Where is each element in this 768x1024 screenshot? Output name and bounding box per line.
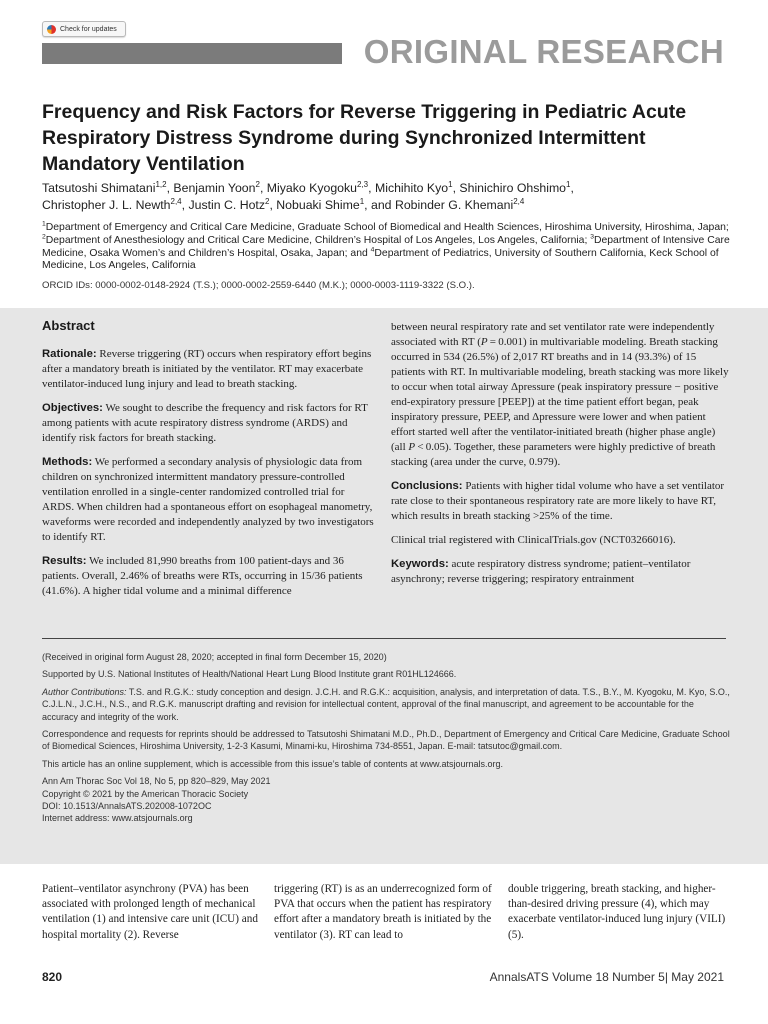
- divider: [42, 638, 726, 639]
- article-title: Frequency and Risk Factors for Reverse Triggering in Pediatric Acute Respiratory Distress Syndrome during Synchronized Intermittent Mandatory Ventilation: [42, 101, 687, 175]
- author-contributions: [42, 686, 732, 723]
- body-column-2: triggering (RT) is as an underrecognized form of PVA that occurs when the patient has respiratory effort after a mandatory breath is initiated by the ventilator (3). RT can lead to: [274, 883, 492, 941]
- author-list: [42, 180, 742, 214]
- results-label: Results:: [42, 555, 87, 567]
- objectives-text: We sought to describe the frequency and risk factors for RT among patients with acute respiratory distress syndrome (ARDS) and identify risk factors for breath stacking.: [42, 402, 368, 444]
- author-affiliation-marker: 2,4: [513, 196, 525, 206]
- abstract-results: [42, 554, 378, 599]
- keywords-label: Keywords:: [391, 558, 449, 570]
- supplement-note: This article has an online supplement, which is accessible from this issue’s table of contents at www.atsjournals.org.: [42, 758, 504, 769]
- affiliation-marker: 3: [590, 233, 594, 241]
- abstract-column-left: [42, 318, 378, 608]
- methods-label: Methods:: [42, 456, 93, 468]
- received-dates: (Received in original form August 28, 2020; accepted in final form December 15, 2020): [42, 652, 387, 662]
- methods-text: We performed a secondary analysis of physiologic data from children on synchronized intermittent mandatory pressure-controlled ventilation enrolled in a single-center randomized controlled trial for ARDS. When children had a spontaneous effort on esophageal manometry, waveforms were recorded and independently analyzed by two investigators to identify RT.: [42, 456, 374, 543]
- results-continued-text: between neural respiratory rate and set ventilator rate were independently associated with RT (: [391, 321, 715, 348]
- affiliation-marker: 1: [42, 220, 46, 228]
- author-contributions-label: Author Contributions:: [42, 686, 127, 697]
- affiliation-text: Department of Pediatrics, University of Southern California, Keck School of Medicine, Los Angeles, California: [42, 247, 719, 272]
- author-name: Justin C. Hotz: [188, 198, 265, 212]
- journal-issue: AnnalsATS Volume 18 Number 5: [489, 970, 665, 984]
- abstract-rationale: [42, 347, 378, 392]
- author-line-1: Tatsutoshi Shimatani$^{1,2}$, Benjamin Yoon$^2$, Miyako Kyogoku$^{2,3}$, Michihito Kyo$^1$, Shinichiro Ohshimo$^1$,: [42, 179, 574, 195]
- journal-footer: [490, 970, 724, 984]
- abstract-results-continued: [391, 320, 731, 470]
- author-affiliation-marker: 1: [448, 179, 453, 189]
- doi-line: DOI: 10.1513/AnnalsATS.202008-1072OC: [42, 801, 212, 812]
- rationale-text: Reverse triggering (RT) occurs when respiratory effort begins after a mandatory breath is initiated by the ventilator. RT may exacerbate ventilator-induced lung injury and lead to breath stacking.: [42, 348, 372, 390]
- author-name: Miyako Kyogoku: [266, 181, 358, 195]
- p-value-symbol: P: [408, 441, 416, 453]
- issue-date: May 2021: [667, 970, 724, 984]
- clinical-trial-registration: Clinical trial registered with ClinicalTrials.gov (NCT03266016).: [391, 534, 676, 546]
- abstract-keywords: [391, 557, 731, 587]
- body-column-3: double triggering, breath stacking, and higher-than-desired driving pressure (4), which may exacerbate ventilator-induced lung injury (VILI) (5).: [508, 883, 726, 941]
- conclusions-text: Patients with higher tidal volume who have a set ventilator rate close to their spontaneous respiratory rate are more likely to have RT, which results in breath stacking >25% of the time.: [391, 480, 725, 522]
- author-name: Benjamin Yoon: [173, 181, 256, 195]
- results-text: We included 81,990 breaths from 100 patient-days and 36 patients. Overall, 2.46% of breaths were RTs, occurring in 15/36 patients (41.6%). A higher tidal volume and a minimal difference: [42, 555, 363, 597]
- author-affiliation-marker: 2,4: [170, 196, 182, 206]
- orcid-ids: ORCID IDs: 0000-0002-0148-2924 (T.S.); 0000-0002-2559-6440 (M.K.); 0000-0003-1119-3322 (S.O.).: [42, 280, 475, 291]
- article-notes: [42, 651, 732, 825]
- author-name: Tatsutoshi Shimatani: [42, 181, 156, 195]
- author-line-2: Christopher J. L. Newth$^{2,4}$, Justin C. Hotz$^2$, Nobuaki Shime$^1$, and Robinder G. Khemani$^{2,4}$: [42, 196, 525, 212]
- author-name: Michihito Kyo: [374, 181, 449, 195]
- author-name: Shinichiro Ohshimo: [459, 181, 567, 195]
- page-number: 820: [42, 970, 63, 984]
- rationale-label: Rationale:: [42, 348, 97, 360]
- author-affiliation-marker: 1,2: [155, 179, 167, 189]
- author-name: Robinder G. Khemani: [394, 198, 514, 212]
- affiliation-text: Department of Emergency and Critical Care Medicine, Graduate School of Biomedical and Health Sciences, Hiroshima University, Hiroshima, Japan;: [45, 222, 729, 233]
- abstract-column-right: [391, 320, 731, 596]
- affiliation-marker: 4: [370, 246, 375, 254]
- abstract-heading: Abstract: [42, 318, 95, 333]
- check-for-updates-label: Check for updates: [60, 25, 117, 33]
- results-continued-text: < 0.05). Together, these parameters were highly predictive of breath stacking (area under the curve, 0.979).: [391, 441, 716, 468]
- keywords-text: acute respiratory distress syndrome; patient–ventilator asynchrony; reverse triggering; respiratory entrainment: [391, 558, 691, 585]
- internet-address: Internet address: www.atsjournals.org: [42, 813, 193, 824]
- affiliations: [42, 222, 730, 273]
- abstract-objectives: [42, 401, 378, 446]
- abstract-methods: [42, 455, 378, 545]
- funding-statement: Supported by U.S. National Institutes of Health/National Heart Lung Blood Institute grant R01HL124666.: [42, 669, 457, 680]
- author-name: Christopher J. L. Newth: [42, 198, 171, 212]
- citation-line: Ann Am Thorac Soc Vol 18, No 5, pp 820–829, May 2021: [42, 776, 271, 787]
- footer-separator: |: [664, 970, 668, 984]
- copyright-line: Copyright © 2021 by the American Thoracic Society: [42, 788, 249, 799]
- crossmark-icon: [47, 25, 56, 34]
- author-contributions-text: T.S. and R.G.K.: study conception and design. J.C.H. and R.G.K.: acquisition, analysis, and interpretation of data. T.S., B.Y., M. Kyogoku, M. Kyo, S.O., C.J.L.N., J.C.H., N.S., and R.G.K. manuscript drafting and revision for intellectual content, approval of the final manuscript, and agreement to be accountable for the accuracy and integrity of the work.: [42, 686, 730, 722]
- check-for-updates-button[interactable]: [42, 21, 126, 37]
- author-affiliation-marker: 2,3: [357, 179, 369, 189]
- results-continued-text: = 0.001) in multivariable modeling. Breath stacking occurred in 534 (26.5%) of 2,017 RT breaths and in 14 (93.3%) of 15 patients with RT. In multivariable modeling, breath stacking was more likely to occur when total airway Δpressure (peak inspiratory pressure − positive end-expiratory pressure [PEEP]) at the time patient effort began, peak inspiratory pressure, PEEP, and Δpressure were lower and when patient effort started well after the ventilator-initiated breath (higher phase angle) (all: [391, 336, 729, 453]
- author-name: Nobuaki Shime: [276, 198, 360, 212]
- p-value-symbol: P: [480, 336, 488, 348]
- affiliation-text: Department of Anesthesiology and Critical Care Medicine, Children’s Hospital of Los Angeles, Los Angeles, California;: [45, 234, 591, 246]
- header-bar: [42, 43, 342, 64]
- correspondence: Correspondence and requests for reprints should be addressed to Tatsutoshi Shimatani M.D., Ph.D., Department of Emergency and Critical Care Medicine, Graduate School of Biomedical Sciences, Hiroshima University, 1-2-3 Kasumi, Minami-ku, Hiroshima 734-8551, Japan. E-mail: tatsutoc@gmail.com.: [42, 729, 730, 752]
- affiliation-text: Department of Intensive Care Medicine, Osaka Women’s and Children’s Hospital, Osaka, Japan; and: [42, 234, 730, 259]
- author-conjunction: and: [370, 198, 392, 212]
- conclusions-label: Conclusions:: [391, 480, 463, 492]
- abstract-conclusions: [391, 479, 731, 524]
- author-affiliation-marker: 1: [359, 196, 365, 206]
- author-affiliation-marker: 1: [566, 179, 571, 189]
- objectives-label: Objectives:: [42, 402, 103, 414]
- affiliation-marker: 2: [42, 233, 46, 241]
- author-affiliation-marker: 2: [255, 179, 260, 189]
- body-column-1: Patient–ventilator asynchrony (PVA) has been associated with prolonged length of mechanical ventilation (1) and intensive care unit (ICU) and hospital mortality (2). Reverse: [42, 883, 258, 941]
- author-affiliation-marker: 2: [265, 196, 270, 206]
- section-label: ORIGINAL RESEARCH: [363, 33, 724, 70]
